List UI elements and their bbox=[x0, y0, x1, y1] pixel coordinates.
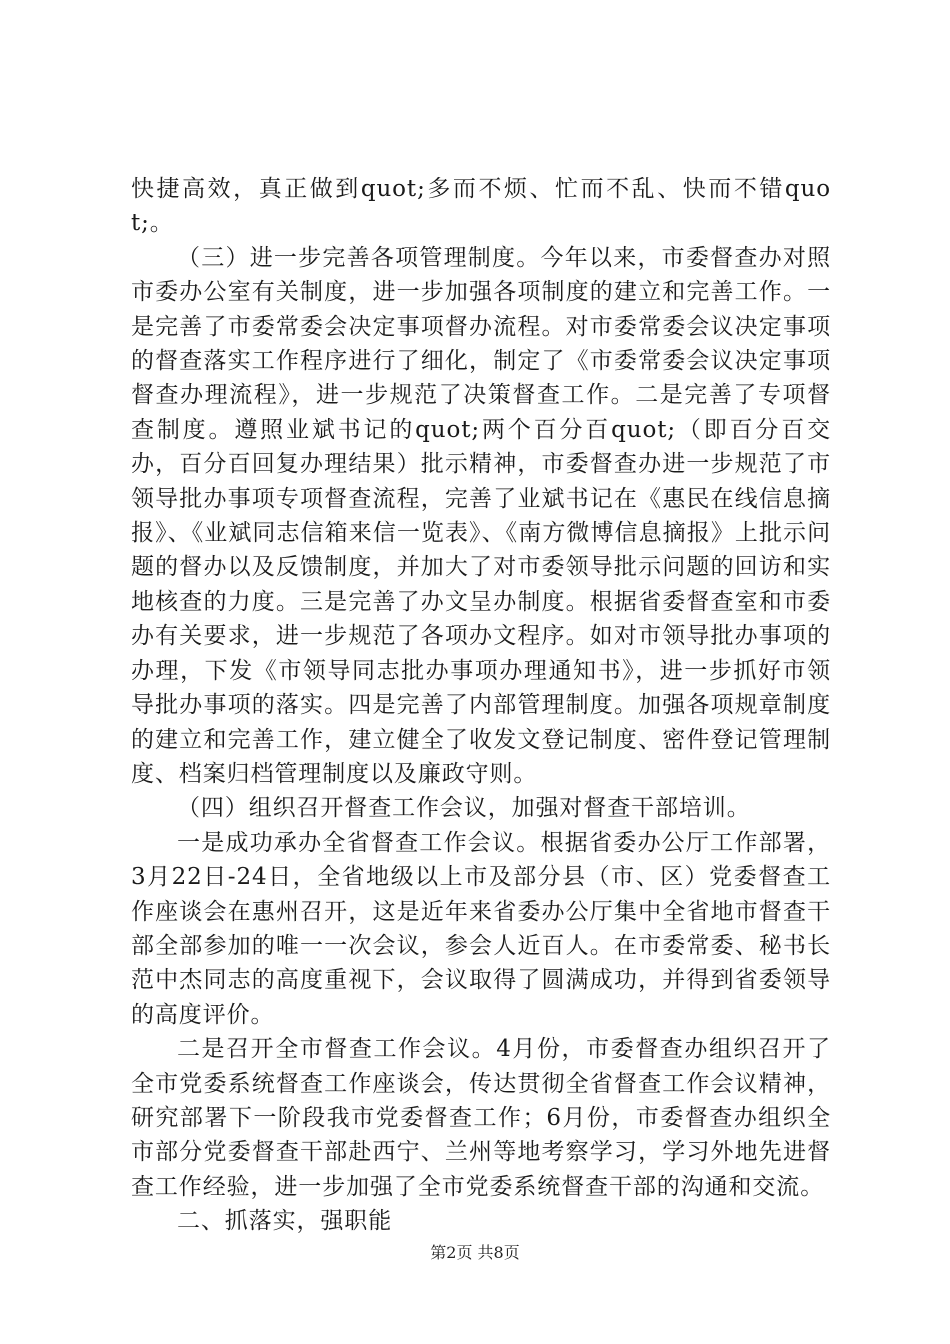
section-heading-implementation: 二、抓落实，强职能 bbox=[177, 1208, 393, 1235]
paragraph-city-meeting: 二是召开全市督查工作会议。4月份，市委督查办组织召开了全市党委系统督查工作座谈会，传达贯彻全省督查工作会议精神，研究部署下一阶段我市党委督查工作；6月份，市委督查办组织全市部分党委督查干部赴西宁、兰州等地考察学习，学习外地先进督查工作经验，进一步加强了全市党委系统督查干部的沟通和交流。 bbox=[131, 1036, 831, 1200]
document-body bbox=[131, 172, 831, 1239]
paragraph-provincial-meeting: 一是成功承办全省督查工作会议。根据省委办公厅工作部署，3月22日-24日，全省地级以上市及部分县（市、区）党委督查工作座谈会在惠州召开，这是近年来省委办公厅集中全省地市督查干部全部参加的唯一一次会议，参会人近百人。在市委常委、秘书长范中杰同志的高度重视下，会议取得了圆满成功，并得到省委领导的高度评价。 bbox=[131, 829, 831, 1028]
paragraph-management-system: （三）进一步完善各项管理制度。今年以来，市委督查办对照市委办公室有关制度，进一步加强各项制度的建立和完善工作。一是完善了市委常委会决定事项督办流程。对市委常委会议决定事项的督查落实工作程序进行了细化，制定了《市委常委会议决定事项督查办理流程》，进一步规范了决策督查工作。二是完善了专项督查制度。遵照业斌书记的quot;两个百分百quot;（即百分百交办，百分百回复办理结果）批示精神，市委督查办进一步规范了市领导批办事项专项督查流程，完善了业斌书记在《惠民在线信息摘报》、《业斌同志信箱来信一览表》、《南方微博信息摘报》上批示问题的督办以及反馈制度，并加大了对市委领导批示问题的回访和实地核查的力度。三是完善了办文呈办制度。根据省委督查室和市委办有关要求，进一步规范了各项办文程序。如对市领导批办事项的办理，下发《市领导同志批办事项办理通知书》，进一步抓好市领导批办事项的落实。四是完善了内部管理制度。加强各项规章制度的建立和完善工作，建立健全了收发文登记制度、密件登记管理制度、档案归档管理制度以及廉政守则。 bbox=[131, 244, 831, 787]
paragraph-continuation: 快捷高效，真正做到quot;多而不烦、忙而不乱、快而不错quot;。 bbox=[131, 176, 831, 237]
page-footer: 第2页 共8页 bbox=[430, 1243, 520, 1262]
section-heading-meetings: （四）组织召开督查工作会议，加强对督查干部培训。 bbox=[177, 795, 751, 822]
